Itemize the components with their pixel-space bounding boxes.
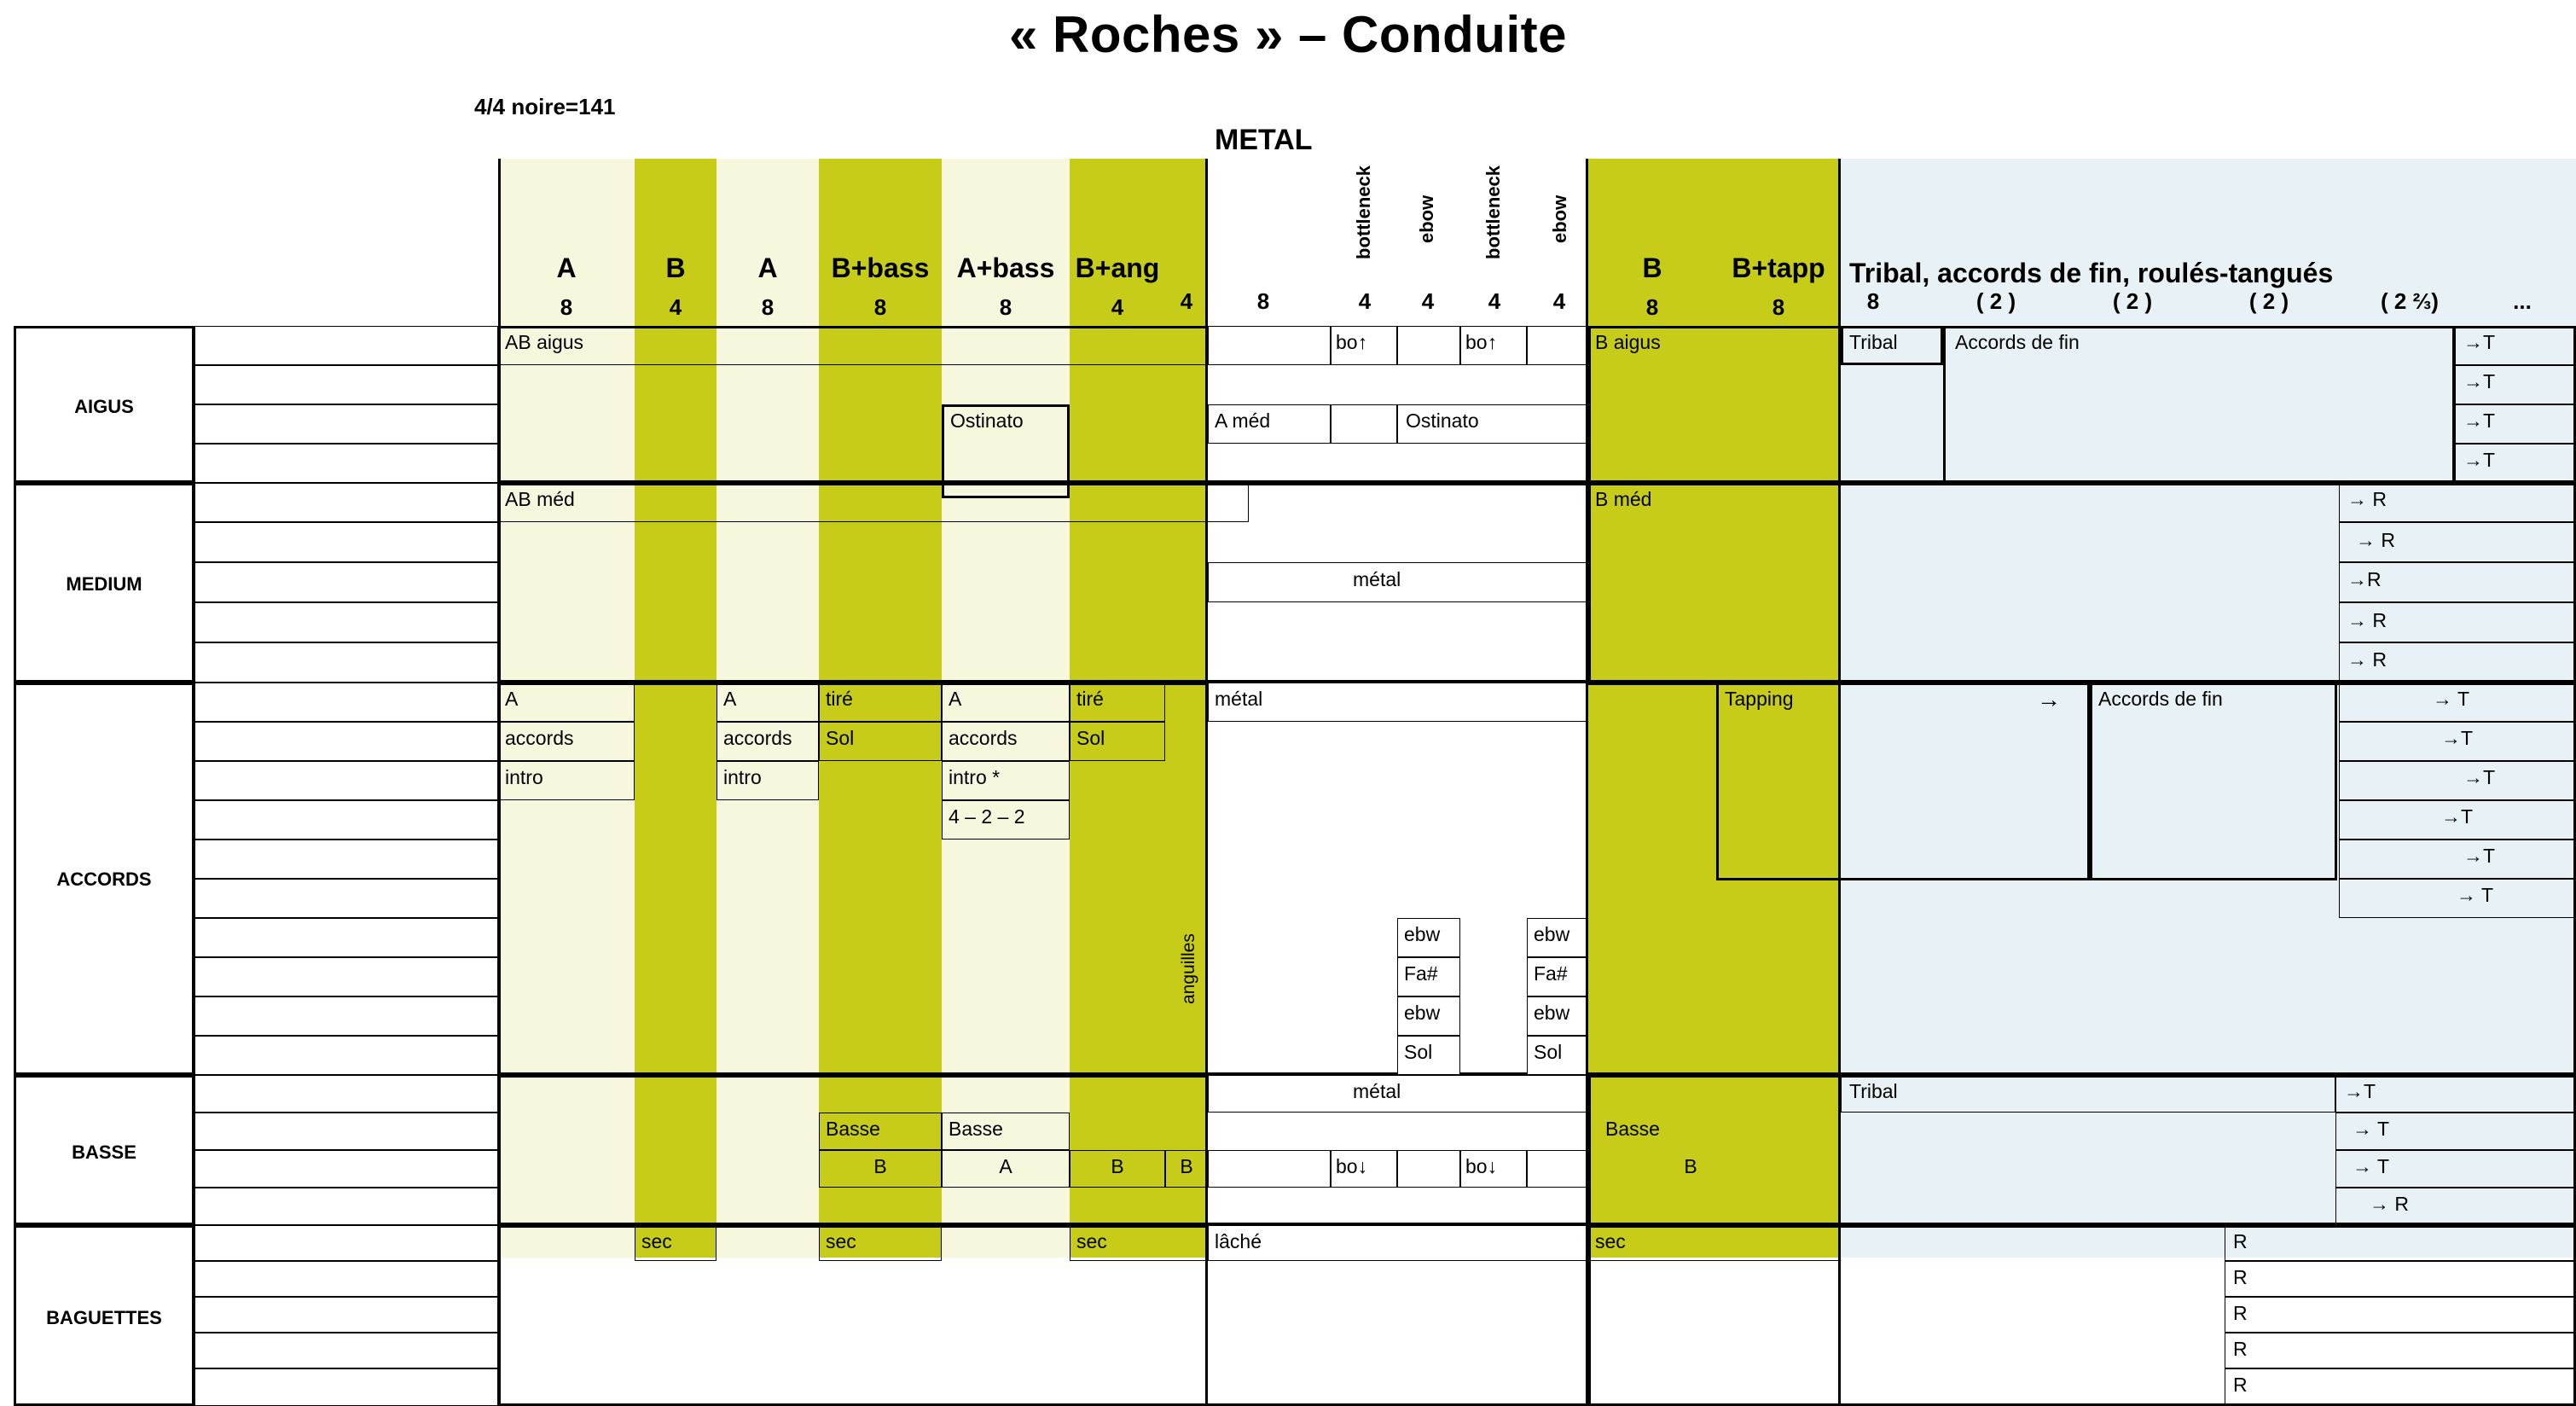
- text-sec-3: sec: [1076, 1230, 1107, 1252]
- col-sep: [1205, 159, 1208, 1406]
- text-r-2: R: [2233, 1266, 2248, 1288]
- text-ebw-3: ebw: [1534, 923, 1570, 945]
- text-basse-b1: B: [873, 1155, 887, 1177]
- text-basse-b2: B: [1111, 1155, 1124, 1177]
- colhead-bottleneck-1: bottleneck: [1353, 165, 1374, 259]
- text-bo-down-1: bo↓: [1336, 1155, 1368, 1177]
- text-basse-arrow-3: → T: [2353, 1155, 2390, 1177]
- cell-tribal-basse: [1841, 1075, 2335, 1113]
- col-sep: [498, 159, 501, 1406]
- text-bo-up-1: bo↑: [1336, 331, 1368, 353]
- text-acc-arrow-4: →T: [2441, 805, 2474, 828]
- col-sep: [1586, 159, 1588, 1406]
- text-accords-a1: A: [505, 688, 519, 710]
- text-sol-1: Sol: [826, 727, 855, 749]
- metal-section-label: METAL: [1215, 124, 1313, 156]
- staff-line: [194, 996, 498, 1036]
- text-accords-rythme3: 4 – 2 – 2: [949, 805, 1025, 828]
- text-tire-2: tiré: [1076, 688, 1104, 710]
- text-fa-2: Fa#: [1534, 962, 1568, 985]
- text-metal-basse: métal: [1353, 1080, 1401, 1102]
- cell-basse-metal-blank: [1208, 1150, 1331, 1188]
- staff-line: [194, 1036, 498, 1075]
- text-sec-1: sec: [641, 1230, 672, 1252]
- text-accords-intro2: intro: [723, 766, 762, 788]
- staff-line: [194, 522, 498, 562]
- staff-line: [194, 1188, 498, 1225]
- cell-r-3: [2225, 1297, 2576, 1333]
- text-arrow-r-4: → R: [2347, 609, 2387, 631]
- text-basse-arrow-1: →T: [2344, 1080, 2376, 1102]
- staff-line: [194, 722, 498, 761]
- text-b-aigus: B aigus: [1595, 331, 1661, 353]
- cell-accords-de-fin-accords: [2090, 683, 2337, 880]
- text-acc-arrow-3: →T: [2463, 766, 2496, 788]
- text-arrow-t-1: →T: [2463, 331, 2496, 353]
- text-basse-arrow-4: → R: [2370, 1193, 2409, 1215]
- colhead-tribal-2a: ( 2 ): [1976, 288, 2016, 314]
- colhead-b2: B 8: [1642, 253, 1662, 320]
- text-bo-down-2: bo↓: [1465, 1155, 1498, 1177]
- staff-line: [194, 404, 498, 444]
- row-label-aigus: AIGUS: [74, 396, 134, 417]
- staff-line: [194, 1297, 498, 1333]
- cell-b-med-block: [1588, 483, 1841, 683]
- text-bo-up-2: bo↑: [1465, 331, 1498, 353]
- text-ab-med: AB méd: [505, 488, 575, 510]
- text-arrow-r-3: →R: [2347, 568, 2382, 590]
- colhead-a2: A 8: [757, 253, 778, 320]
- colhead-abass: A+bass 8: [956, 253, 1055, 320]
- staff-line: [194, 1075, 498, 1113]
- text-r-3: R: [2233, 1302, 2248, 1324]
- colhead-tribal-ellipsis: ...: [2513, 288, 2532, 314]
- text-arrow-t-3: →T: [2463, 410, 2496, 432]
- text-arrow-t-4: →T: [2463, 449, 2496, 471]
- text-basse-1: Basse: [826, 1118, 880, 1140]
- text-basse-2: Basse: [949, 1118, 1003, 1140]
- text-ab-aigus: AB aigus: [505, 331, 584, 353]
- text-accords-de-fin-aigus: Accords de fin: [1955, 331, 2080, 353]
- colhead-b1: B 4: [665, 253, 686, 320]
- text-arrow-r-2: → R: [2356, 529, 2395, 551]
- cell-basse-blank-ebow: [1397, 1150, 1460, 1188]
- cell-metal-blank-aigus: [1208, 326, 1331, 365]
- text-basse-arrow-2: → T: [2353, 1118, 2390, 1140]
- col-sep: [1838, 159, 1841, 1406]
- colhead-bottleneck-1-bars: 4: [1358, 288, 1372, 314]
- staff-line: [194, 800, 498, 840]
- text-basse-a1: A: [999, 1155, 1012, 1177]
- row-label-basse: BASSE: [72, 1142, 136, 1163]
- text-tribal-aigus: Tribal: [1849, 331, 1898, 353]
- colhead-a1: A 8: [556, 253, 577, 320]
- row-label-accords: ACCORDS: [56, 869, 152, 890]
- row-label-medium: MEDIUM: [66, 573, 142, 595]
- text-anguilles: anguilles: [1179, 933, 1198, 1005]
- colhead-ebow-1-bars: 4: [1421, 288, 1435, 314]
- text-basse-b3: B: [1180, 1155, 1193, 1177]
- cell-ab-aigus: [498, 326, 1249, 365]
- cell-ab-med: [498, 483, 1249, 522]
- text-lache: lâché: [1215, 1230, 1262, 1252]
- cell-r-1: [2225, 1225, 2576, 1261]
- text-tapping-arrow: →: [2037, 686, 2061, 712]
- text-sol-2: Sol: [1076, 727, 1105, 749]
- text-sol-a: Sol: [1404, 1041, 1433, 1063]
- conduite-grid: [0, 159, 2576, 1396]
- colhead-bbass: B+bass 8: [831, 253, 930, 320]
- text-metal-medium: métal: [1353, 568, 1401, 590]
- text-ebw-1: ebw: [1404, 923, 1441, 945]
- text-accords-intro1: intro: [505, 766, 543, 788]
- colhead-btapp: B+tapp 8: [1732, 253, 1825, 320]
- text-arrow-r-5: → R: [2347, 648, 2387, 671]
- colhead-tribal-2d: ( 2 ⅔): [2381, 288, 2439, 314]
- cell-basse-blank-ebow-2: [1527, 1150, 1588, 1188]
- cell-r-5: [2225, 1368, 2576, 1406]
- staff-line: [194, 562, 498, 602]
- cell-lache: [1208, 1225, 1588, 1261]
- cell-accords-a1: [498, 683, 635, 722]
- staff-line: [194, 326, 498, 365]
- text-accords-word3: accords: [949, 727, 1018, 749]
- staff-line: [194, 957, 498, 996]
- staff-line: [194, 365, 498, 404]
- text-acc-arrow-1: → T: [2433, 688, 2470, 710]
- staff-line: [194, 1368, 498, 1406]
- text-a-med: A méd: [1215, 410, 1271, 432]
- text-accords-word1: accords: [505, 727, 574, 749]
- staff-line: [194, 602, 498, 642]
- text-accords-de-fin-accords: Accords de fin: [2098, 688, 2223, 710]
- cell-blank-ost: [1331, 404, 1397, 444]
- colhead-bang-2: 4: [1180, 288, 1193, 314]
- text-r-1: R: [2233, 1230, 2248, 1252]
- text-ebw-2: ebw: [1404, 1002, 1441, 1024]
- text-accords-intro3: intro *: [949, 766, 1001, 788]
- text-basse-b4: B: [1684, 1155, 1697, 1177]
- text-acc-arrow-2: →T: [2441, 727, 2474, 749]
- text-sec-4: sec: [1595, 1230, 1626, 1252]
- text-sec-2: sec: [826, 1230, 856, 1252]
- cell-ebow-blank-1: [1397, 326, 1460, 365]
- staff-line: [194, 683, 498, 722]
- colhead-metal-8: 8: [1256, 288, 1270, 314]
- staff-line: [194, 1150, 498, 1188]
- text-ebw-4: ebw: [1534, 1002, 1570, 1024]
- cell-arrow-t-acc: [2339, 761, 2576, 800]
- text-acc-arrow-5: →T: [2463, 845, 2496, 867]
- cell-basse-b-block: [1588, 1075, 1841, 1225]
- text-b-med: B méd: [1595, 488, 1652, 510]
- text-tribal-basse: Tribal: [1849, 1080, 1898, 1102]
- cell-baguettes-b-block: [1588, 1225, 1841, 1406]
- colhead-bottleneck-2: bottleneck: [1482, 165, 1504, 259]
- colhead-ebow-2: ebow: [1549, 195, 1570, 244]
- staff-line: [194, 840, 498, 879]
- tribal-section-title: Tribal, accords de fin, roulés-tangués: [1849, 258, 2334, 288]
- cell-arrow-t-acc: [2339, 840, 2576, 879]
- staff-line: [194, 918, 498, 957]
- staff-line: [194, 483, 498, 522]
- colhead-tribal-2c: ( 2 ): [2248, 288, 2289, 314]
- staff-line: [194, 879, 498, 918]
- text-metal-accords: métal: [1215, 688, 1263, 710]
- cell-tapping-block: [1716, 683, 2090, 880]
- text-r-5: R: [2233, 1374, 2248, 1396]
- text-r-4: R: [2233, 1338, 2248, 1360]
- page-title: « Roches » – Conduite: [1009, 6, 1567, 63]
- colhead-tribal-2b: ( 2 ): [2112, 288, 2153, 314]
- text-ostinato-1: Ostinato: [950, 410, 1024, 432]
- text-tapping: Tapping: [1725, 688, 1794, 710]
- staff-line: [194, 761, 498, 800]
- colhead-bang: B+ang 4: [1075, 253, 1160, 320]
- text-basse-3: Basse: [1605, 1118, 1660, 1140]
- text-acc-arrow-6: → T: [2457, 884, 2494, 906]
- text-sol-b: Sol: [1534, 1041, 1563, 1063]
- text-accords-a3: A: [949, 688, 962, 710]
- colhead-ebow-1: ebow: [1416, 195, 1437, 244]
- cell-metal-accords: [1208, 683, 1588, 722]
- colhead-ebow-2-bars: 4: [1552, 288, 1566, 314]
- text-arrow-r-1: → R: [2347, 488, 2387, 510]
- row-label-baguettes: BAGUETTES: [46, 1307, 162, 1328]
- cell-ebow-blank-2: [1527, 326, 1588, 365]
- text-tire-1: tiré: [826, 688, 853, 710]
- staff-line: [194, 1113, 498, 1150]
- staff-line: [194, 1225, 498, 1261]
- staff-line: [194, 1333, 498, 1368]
- staff-line: [194, 1261, 498, 1297]
- cell-tribal-aigus: [1841, 326, 1943, 365]
- tempo-marking: 4/4 noire=141: [474, 94, 616, 119]
- text-accords-word2: accords: [723, 727, 792, 749]
- cell-r-4: [2225, 1333, 2576, 1368]
- text-accords-a2: A: [723, 688, 737, 710]
- staff-line: [194, 444, 498, 483]
- staff-line: [194, 642, 498, 683]
- cell-r-2: [2225, 1261, 2576, 1297]
- text-ostinato-2: Ostinato: [1406, 410, 1479, 432]
- colhead-bottleneck-2-bars: 4: [1488, 288, 1501, 314]
- text-arrow-t-2: →T: [2463, 370, 2496, 392]
- colhead-tribal-8: 8: [1866, 288, 1880, 314]
- text-fa-1: Fa#: [1404, 962, 1438, 985]
